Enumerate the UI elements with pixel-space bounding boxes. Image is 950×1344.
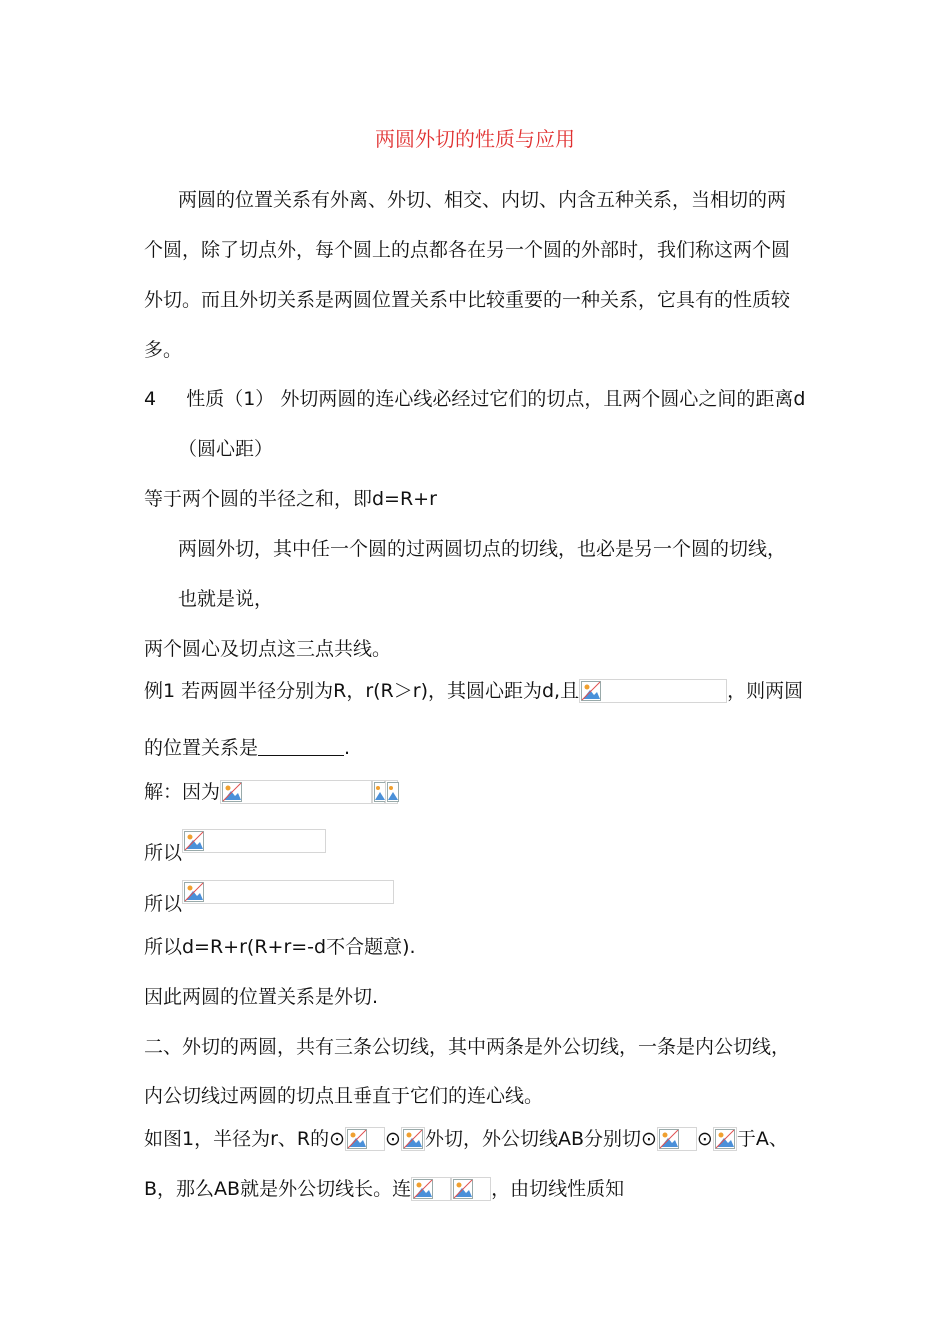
example-1-question-text: 例1 若两圆半径分别为R，r(R＞r)，其圆心距为d,且 [144, 680, 580, 702]
broken-image-icon [713, 1127, 737, 1151]
broken-image-icon [182, 829, 326, 853]
solution-step-2 [144, 829, 326, 865]
solution-step-1-label: 解：因为 [144, 781, 221, 803]
broken-image-icon [657, 1127, 697, 1151]
solution-step-3-label: 所以 [144, 893, 183, 915]
section-2-line-4 [144, 1177, 624, 1201]
section-2-line-3 [144, 1127, 788, 1151]
broken-image-icon [411, 1177, 451, 1201]
intro-line-1: 两圆的位置关系有外离、外切、相交、内切、内含五种关系，当相切的两 [178, 189, 787, 211]
intro-line-4: 多。 [144, 339, 183, 361]
section-2-line-3-middle: 外切，外公切线AB分别切 [424, 1128, 641, 1150]
broken-image-icon [372, 780, 385, 804]
document-title: 两圆外切的性质与应用 [375, 127, 575, 151]
solution-step-3 [144, 880, 394, 916]
broken-image-icon [385, 780, 398, 804]
example-1-question-tail: ，则两圆 [727, 680, 804, 702]
broken-image-icon [345, 1127, 385, 1151]
solution-step-4: 所以d=R+r(R+r=-d不合题意). [144, 936, 416, 958]
example-1-question [144, 679, 803, 703]
property-1-continued: （圆心距） [178, 438, 274, 460]
intro-line-3: 外切。而且外切关系是两圆位置关系中比较重要的一种关系，它具有的性质较 [144, 289, 791, 311]
circle-symbol: ⊙ [385, 1128, 401, 1150]
answer-blank [258, 737, 344, 756]
circle-symbol: ⊙ [696, 1128, 713, 1150]
paragraph-2-line-2: 也就是说， [178, 588, 274, 610]
solution-step-1 [144, 780, 398, 804]
broken-image-icon [401, 1127, 425, 1151]
example-1-question-line-2 [144, 736, 350, 760]
intro-line-2: 个圆，除了切点外，每个圆上的点都各在另一个圆的外部时，我们称这两个圆 [144, 239, 791, 261]
property-1-heading [144, 387, 805, 411]
period: . [344, 737, 351, 759]
section-2-line-4-end: ，由切线性质知 [491, 1178, 625, 1200]
solution-conclusion: 因此两圆的位置关系是外切. [144, 986, 379, 1008]
paragraph-2-line-1: 两圆外切，其中任一个圆的过两圆切点的切线，也必是另一个圆的切线， [178, 538, 787, 560]
section-2-line-3-end: 于A、 [736, 1128, 788, 1150]
circle-symbol: ⊙ [641, 1128, 657, 1150]
broken-image-icon [182, 880, 394, 904]
section-2-line-4-text: B，那么AB就是外公切线长。连 [144, 1178, 412, 1200]
example-1-relation-text: 的位置关系是 [144, 737, 259, 759]
property-1-formula: 等于两个圆的半径之和，即d=R+r [144, 488, 437, 510]
broken-image-icon [220, 780, 372, 804]
solution-step-2-label: 所以 [144, 842, 183, 864]
section-2-line-3-text: 如图1，半径为r、R的 [144, 1128, 330, 1150]
collinear-statement: 两个圆心及切点这三点共线。 [144, 638, 392, 660]
section-2-line-1: 二、外切的两圆，共有三条公切线，其中两条是外公切线，一条是内公切线， [144, 1036, 791, 1058]
circle-symbol: ⊙ [329, 1128, 346, 1150]
property-1-text: 性质（1） 外切两圆的连心线必经过它们的切点，且两个圆心之间的距离d [186, 388, 806, 410]
broken-image-icon [451, 1177, 491, 1201]
list-number: 4 [144, 388, 157, 410]
section-2-line-2: 内公切线过两圆的切点且垂直于它们的连心线。 [144, 1085, 544, 1107]
broken-image-icon [579, 679, 727, 703]
